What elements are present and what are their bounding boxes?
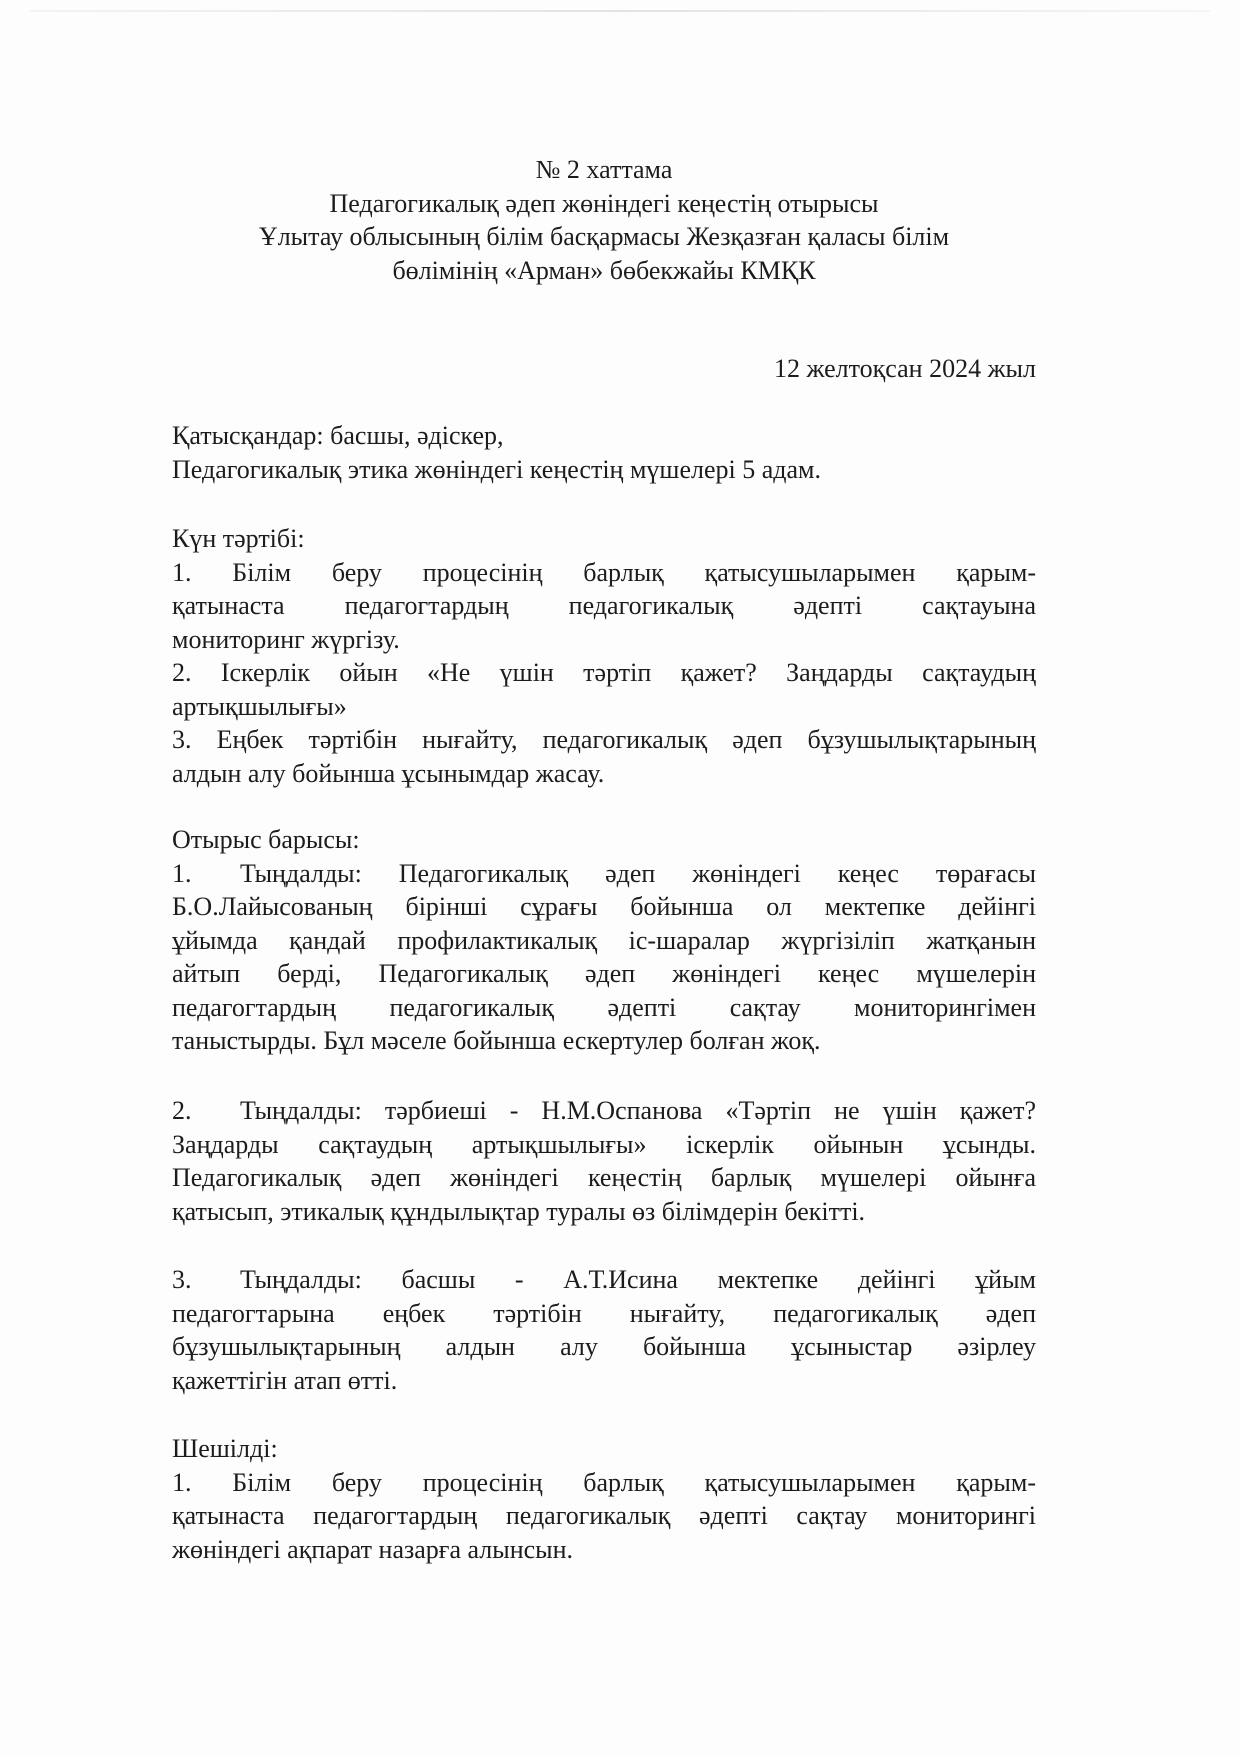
proceedings-item-3-line-1 (172, 1263, 1036, 1297)
decision-title: Шешілді: (172, 1434, 278, 1463)
participants-line-2: Педагогикалық этика жөніндегі кеңестің мүшелері 5 адам. (172, 454, 821, 484)
agenda-item-1-line-1: 1. Білім беру процесінің барлық қатысушыларымен қарым- (172, 557, 1036, 587)
proceedings-item-2-line-4: қатысып, этикалық құндылықтар туралы өз білімдерін бекітті. (172, 1196, 866, 1226)
agenda-item-1-line-3: мониторинг жүргізу. (172, 624, 400, 654)
agenda-section (172, 522, 1036, 790)
decision-line-1: 1. Білім беру процесінің барлық қатысушыларымен қарым- (172, 1467, 1036, 1497)
proceedings-item-3 (172, 1263, 1036, 1397)
agenda-item-3-line-2: алдын алу бойынша ұсынымдар жасау. (172, 758, 605, 788)
decision-line-3: жөніндегі ақпарат назарға алынсын. (172, 1534, 574, 1564)
proceedings-section (172, 823, 1036, 1058)
scan-edge-shadow (30, 10, 1210, 12)
proceedings-item-2 (172, 1094, 1036, 1228)
agenda-item-2-line-2: артықшылығы» (172, 691, 347, 721)
participants-line-1: Қатысқандар: басшы, әдіскер, (172, 421, 504, 450)
proceedings-item-3-line-4: қажеттігін атап өтті. (172, 1365, 398, 1395)
proceedings-item-2-line-2: Заңдарды сақтаудың артықшылығы» іскерлік ойынын ұсынды. (172, 1129, 1036, 1159)
header-line-3: Ұлытау облысының білім басқармасы Жезқазған қаласы білім (258, 222, 950, 251)
proceedings-item-3-text-1: Тыңдалды: басшы - А.Т.Исина мектепке дейінгі ұйым (240, 1265, 1036, 1294)
document-header (172, 153, 1036, 287)
agenda-item-3-line-1: 3. Еңбек тәртібін нығайту, педагогикалық әдеп бұзушылықтарының (172, 725, 1036, 754)
document-date: 12 желтоқсан 2024 жыл (773, 354, 1036, 383)
proceedings-item-1-number: 1. (172, 858, 192, 888)
proceedings-item-3-line-2: педагогтарына еңбек тәртібін нығайту, педагогикалық әдеп (172, 1298, 1036, 1328)
proceedings-item-1-line-1 (172, 857, 1036, 891)
header-line-2: Педагогикалық әдеп жөніндегі кеңестің отырысы (329, 188, 879, 218)
agenda-item-2-line-1: 2. Іскерлік ойын «Не үшін тәртіп қажет? Заңдарды сақтаудың (172, 658, 1036, 687)
proceedings-item-2-line-1 (172, 1094, 1036, 1128)
proceedings-item-1-line-6: таныстырды. Бұл мәселе бойынша ескертулер болған жоқ. (172, 1026, 821, 1055)
proceedings-item-2-number: 2. (172, 1096, 192, 1125)
proceedings-title: Отырыс барысы: (172, 825, 360, 854)
protocol-number: № 2 хаттама (535, 155, 673, 184)
agenda-item-1-line-2: қатынаста педагогтардың педагогикалық әдепті сақтауына (172, 591, 1036, 620)
proceedings-item-1-line-3: ұйымда қандай профилактикалық іс-шаралар жүргізіліп жатқанын (172, 925, 1036, 955)
header-line-4: бөлімінің «Арман» бөбекжайы КМҚК (392, 255, 816, 285)
agenda-title: Күн тәртібі: (172, 524, 305, 553)
proceedings-item-1-line-4: айтып берді, Педагогикалық әдеп жөніндегі кеңес мүшелерін (172, 959, 1036, 988)
decision-section (172, 1432, 1036, 1566)
proceedings-item-1-line-5: педагогтардың педагогикалық әдепті сақтау мониторингімен (172, 992, 1036, 1022)
proceedings-item-3-line-3: бұзушылықтарының алдын алу бойынша ұсыныстар әзірлеу (172, 1332, 1036, 1361)
proceedings-item-2-text-1: Тыңдалды: тәрбиеші - Н.М.Оспанова «Тәртіп не үшін қажет? (240, 1096, 1036, 1125)
proceedings-item-3-number: 3. (172, 1265, 192, 1294)
proceedings-item-2-line-3: Педагогикалық әдеп жөніндегі кеңестің барлық мүшелері ойынға (172, 1163, 1036, 1192)
proceedings-item-1-line-2: Б.О.Лайысованың бірінші сұрағы бойынша ол мектепке дейінгі (172, 892, 1036, 921)
proceedings-item-1-text-1: Тыңдалды: Педагогикалық әдеп жөніндегі кеңес төрағасы (240, 858, 1036, 888)
participants-section (172, 419, 1036, 486)
decision-line-2: қатынаста педагогтардың педагогикалық әдепті сақтау мониторингі (172, 1501, 1036, 1530)
